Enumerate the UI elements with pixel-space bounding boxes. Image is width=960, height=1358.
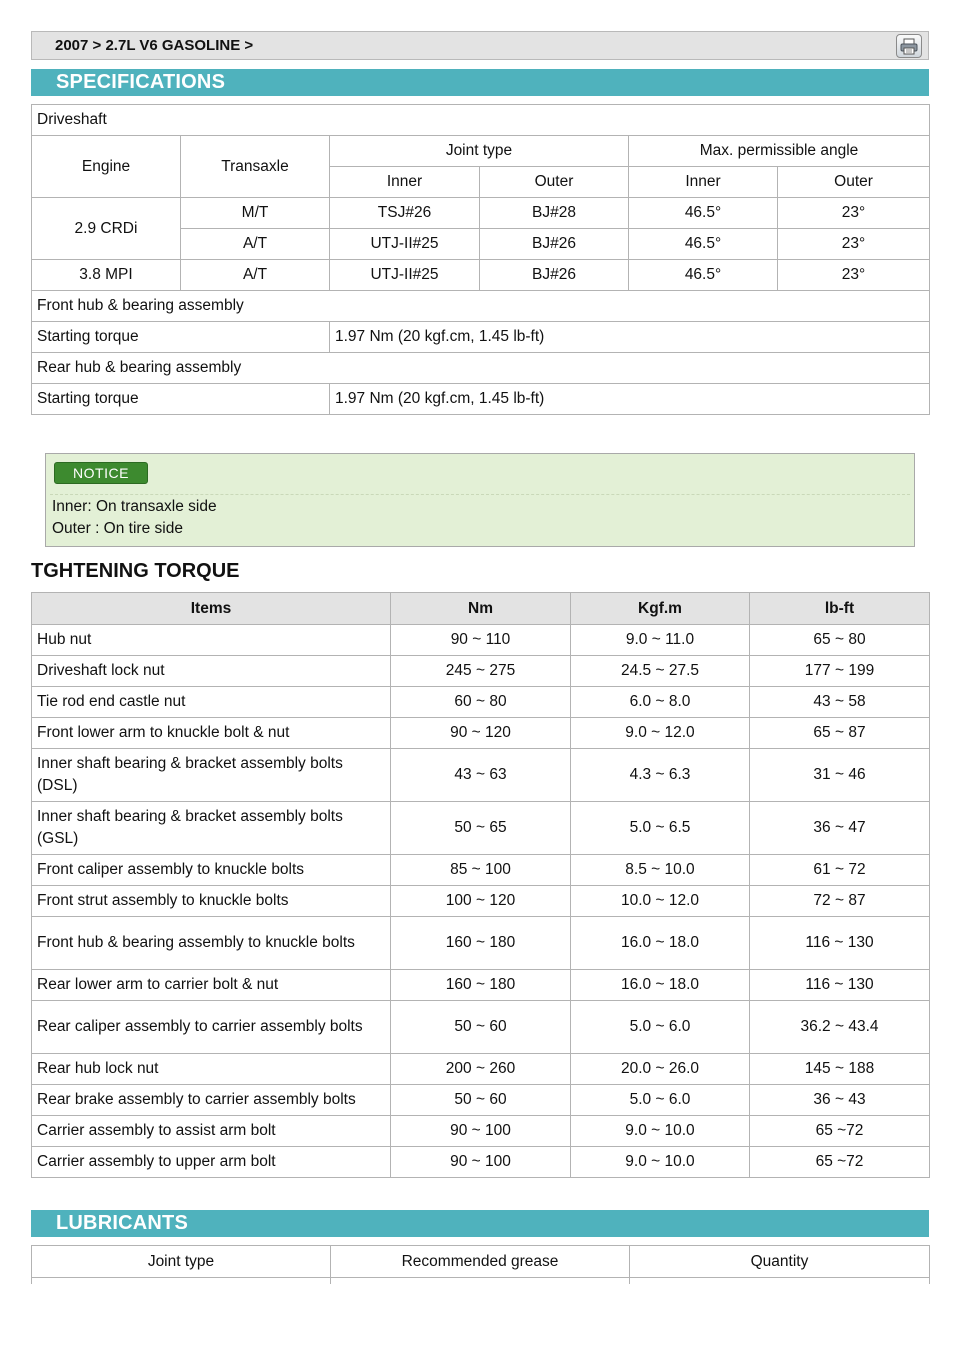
table-row [32,353,930,384]
item-cell: Front strut assembly to knuckle bolts [32,886,391,917]
lbft-cell: 36 ~ 47 [750,802,930,855]
joint-outer-header: Outer [480,167,629,198]
angle-inner-cell: 46.5° [629,198,778,229]
items-header: Items [32,593,391,625]
nm-cell: 60 ~ 80 [391,687,571,718]
notice-divider [50,494,910,495]
printer-icon [900,38,918,55]
transaxle-cell: M/T [181,198,330,229]
nm-cell: 50 ~ 60 [391,1001,571,1054]
tightening-torque-heading: TGHTENING TORQUE [31,560,240,582]
kgfm-cell: 16.0 ~ 18.0 [571,917,750,970]
lubricants-table [31,1245,930,1284]
kgfm-cell: 9.0 ~ 12.0 [571,718,750,749]
item-cell: Inner shaft bearing & bracket assembly bolts (DSL) [32,749,391,802]
table-row [32,136,930,167]
item-cell: Carrier assembly to upper arm bolt [32,1147,391,1178]
lbft-cell: 116 ~ 130 [750,917,930,970]
kgfm-cell: 16.0 ~ 18.0 [571,970,750,1001]
lbft-header: lb-ft [750,593,930,625]
tightening-torque-table [31,592,930,1178]
joint-outer-cell: BJ#26 [480,260,629,291]
joint-inner-cell: TSJ#26 [330,198,480,229]
table-cell [32,1278,331,1284]
driveshaft-label: Driveshaft [32,105,930,136]
item-cell: Front caliper assembly to knuckle bolts [32,855,391,886]
transaxle-cell: A/T [181,229,330,260]
kgfm-cell: 5.0 ~ 6.5 [571,802,750,855]
rear-torque-value: 1.97 Nm (20 kgf.cm, 1.45 lb-ft) [330,384,930,415]
nm-cell: 160 ~ 180 [391,917,571,970]
nm-cell: 90 ~ 100 [391,1147,571,1178]
specifications-section-title: SPECIFICATIONS [31,69,929,96]
joint-type-header: Joint type [330,136,629,167]
nm-cell: 100 ~ 120 [391,886,571,917]
recommended-grease-header: Recommended grease [331,1246,630,1278]
lbft-cell: 177 ~ 199 [750,656,930,687]
kgfm-cell: 9.0 ~ 10.0 [571,1147,750,1178]
nm-cell: 85 ~ 100 [391,855,571,886]
transaxle-header: Transaxle [181,136,330,198]
table-row [32,625,930,656]
table-row [32,802,930,855]
kgfm-cell: 20.0 ~ 26.0 [571,1054,750,1085]
nm-cell: 50 ~ 65 [391,802,571,855]
nm-cell: 90 ~ 110 [391,625,571,656]
kgfm-header: Kgf.m [571,593,750,625]
kgfm-cell: 8.5 ~ 10.0 [571,855,750,886]
table-row [32,322,930,353]
kgfm-cell: 24.5 ~ 27.5 [571,656,750,687]
notice-badge: NOTICE [54,462,148,484]
item-cell: Rear caliper assembly to carrier assembly bolts [32,1001,391,1054]
lbft-cell: 72 ~ 87 [750,886,930,917]
engine-header: Engine [32,136,181,198]
table-row [32,1116,930,1147]
kgfm-cell: 9.0 ~ 10.0 [571,1116,750,1147]
lbft-cell: 31 ~ 46 [750,749,930,802]
angle-outer-cell: 23° [778,198,930,229]
table-row [32,917,930,970]
table-row [32,291,930,322]
table-row [32,656,930,687]
transaxle-cell: A/T [181,260,330,291]
item-cell: Rear lower arm to carrier bolt & nut [32,970,391,1001]
lbft-cell: 116 ~ 130 [750,970,930,1001]
table-header-row [32,593,930,625]
kgfm-cell: 6.0 ~ 8.0 [571,687,750,718]
table-row [32,749,930,802]
print-button[interactable] [896,34,922,58]
front-torque-label: Starting torque [32,322,330,353]
item-cell: Front lower arm to knuckle bolt & nut [32,718,391,749]
joint-outer-cell: BJ#26 [480,229,629,260]
lbft-cell: 145 ~ 188 [750,1054,930,1085]
breadcrumb-text: 2007 > 2.7L V6 GASOLINE > [55,37,254,54]
nm-cell: 90 ~ 100 [391,1116,571,1147]
lbft-cell: 65 ~72 [750,1116,930,1147]
table-row [32,105,930,136]
joint-inner-header: Inner [330,167,480,198]
item-cell: Tie rod end castle nut [32,687,391,718]
table-row [32,1001,930,1054]
item-cell: Hub nut [32,625,391,656]
lbft-cell: 36.2 ~ 43.4 [750,1001,930,1054]
joint-outer-cell: BJ#28 [480,198,629,229]
item-cell: Driveshaft lock nut [32,656,391,687]
table-row [32,384,930,415]
engine-cell: 3.8 MPI [32,260,181,291]
nm-cell: 90 ~ 120 [391,718,571,749]
notice-line: Inner: On transaxle side [52,498,217,515]
quantity-header: Quantity [630,1246,930,1278]
nm-cell: 50 ~ 60 [391,1085,571,1116]
front-hub-label: Front hub & bearing assembly [32,291,930,322]
table-cell [630,1278,930,1284]
angle-outer-cell: 23° [778,260,930,291]
table-header-row [32,1246,930,1278]
kgfm-cell: 10.0 ~ 12.0 [571,886,750,917]
notice-box [45,453,915,547]
lbft-cell: 43 ~ 58 [750,687,930,718]
table-row [32,1278,930,1284]
table-row [32,198,930,229]
lbft-cell: 65 ~ 80 [750,625,930,656]
table-row [32,855,930,886]
angle-outer-cell: 23° [778,229,930,260]
joint-type-header: Joint type [32,1246,331,1278]
table-row [32,970,930,1001]
nm-cell: 245 ~ 275 [391,656,571,687]
joint-inner-cell: UTJ-II#25 [330,229,480,260]
nm-header: Nm [391,593,571,625]
lbft-cell: 65 ~ 87 [750,718,930,749]
table-row [32,1147,930,1178]
item-cell: Rear brake assembly to carrier assembly bolts [32,1085,391,1116]
front-torque-value: 1.97 Nm (20 kgf.cm, 1.45 lb-ft) [330,322,930,353]
angle-inner-cell: 46.5° [629,260,778,291]
table-row [32,718,930,749]
angle-inner-cell: 46.5° [629,229,778,260]
lbft-cell: 61 ~ 72 [750,855,930,886]
nm-cell: 200 ~ 260 [391,1054,571,1085]
kgfm-cell: 5.0 ~ 6.0 [571,1085,750,1116]
max-angle-header: Max. permissible angle [629,136,930,167]
engine-cell: 2.9 CRDi [32,198,181,260]
lbft-cell: 65 ~72 [750,1147,930,1178]
joint-inner-cell: UTJ-II#25 [330,260,480,291]
kgfm-cell: 4.3 ~ 6.3 [571,749,750,802]
table-row [32,886,930,917]
rear-torque-label: Starting torque [32,384,330,415]
table-row [32,1054,930,1085]
item-cell: Rear hub lock nut [32,1054,391,1085]
item-cell: Inner shaft bearing & bracket assembly bolts (GSL) [32,802,391,855]
angle-outer-header: Outer [778,167,930,198]
table-cell [331,1278,630,1284]
lbft-cell: 36 ~ 43 [750,1085,930,1116]
nm-cell: 43 ~ 63 [391,749,571,802]
kgfm-cell: 5.0 ~ 6.0 [571,1001,750,1054]
nm-cell: 160 ~ 180 [391,970,571,1001]
angle-inner-header: Inner [629,167,778,198]
item-cell: Carrier assembly to assist arm bolt [32,1116,391,1147]
breadcrumb [31,31,929,60]
rear-hub-label: Rear hub & bearing assembly [32,353,930,384]
specifications-table [31,104,930,415]
item-cell: Front hub & bearing assembly to knuckle bolts [32,917,391,970]
notice-line: Outer : On tire side [52,520,183,537]
kgfm-cell: 9.0 ~ 11.0 [571,625,750,656]
lubricants-section-title: LUBRICANTS [31,1210,929,1237]
table-row [32,260,930,291]
table-row [32,687,930,718]
table-row [32,1085,930,1116]
